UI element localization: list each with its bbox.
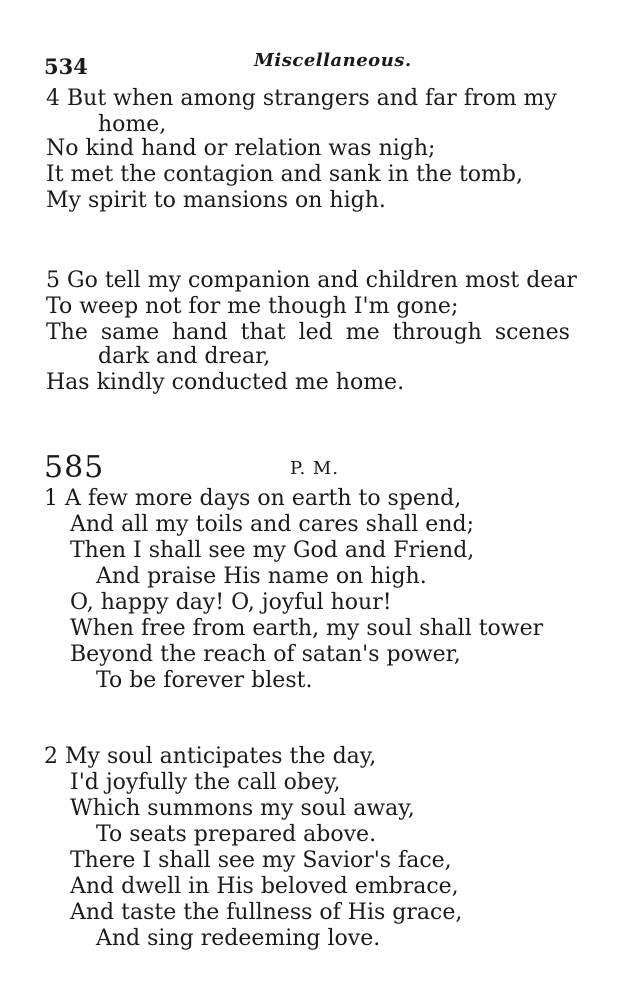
hymn-meter: P. M. — [290, 458, 340, 479]
verse-line: And taste the fullness of His grace, — [70, 900, 463, 925]
verse-line — [46, 268, 577, 294]
verse-line: The same hand that led me through scenes — [46, 320, 570, 345]
verse-text: A few more days on earth to spend, — [65, 486, 462, 511]
stanza-number: 5 — [46, 268, 60, 293]
verse-line — [46, 86, 557, 112]
verse-line: And praise His name on high. — [96, 564, 427, 589]
verse-line: Then I shall see my God and Friend, — [70, 538, 475, 563]
verse-line: When free from earth, my soul shall tower — [70, 616, 544, 641]
verse-line: My spirit to mansions on high. — [46, 188, 386, 213]
verse-text: My soul anticipates the day, — [65, 744, 377, 769]
verse-line: To weep not for me though I'm gone; — [46, 294, 459, 319]
verse-text: Go tell my companion and children most dear — [67, 268, 577, 293]
verse-line: And sing redeeming love. — [96, 926, 381, 951]
page-number: 534 — [44, 54, 88, 79]
verse-line: dark and drear, — [98, 344, 271, 369]
verse-line: No kind hand or relation was nigh; — [46, 136, 436, 161]
verse-text: But when among strangers and far from my — [67, 86, 557, 111]
stanza-number: 2 — [44, 744, 58, 769]
running-title: Miscellaneous. — [254, 50, 412, 71]
verse-line: It met the contagion and sank in the tomb, — [46, 162, 523, 187]
verse-line: home, — [98, 112, 167, 137]
verse-line: Which summons my soul away, — [70, 796, 415, 821]
verse-line: Has kindly conducted me home. — [46, 370, 405, 395]
verse-line: I'd joyfully the call obey, — [70, 770, 341, 795]
verse-line — [44, 744, 376, 770]
verse-line: And all my toils and cares shall end; — [70, 512, 474, 537]
verse-line: O, happy day! O, joyful hour! — [70, 590, 392, 615]
verse-line — [44, 486, 461, 512]
verse-line: To be forever blest. — [96, 668, 313, 693]
stanza-number: 4 — [46, 86, 60, 111]
stanza-number: 1 — [44, 486, 58, 511]
verse-line: And dwell in His beloved embrace, — [70, 874, 459, 899]
page-header — [44, 46, 604, 86]
hymn-number: 585 — [44, 450, 105, 485]
verse-line: Beyond the reach of satan's power, — [70, 642, 461, 667]
verse-line: There I shall see my Savior's face, — [70, 848, 452, 873]
verse-line: To seats prepared above. — [96, 822, 377, 847]
